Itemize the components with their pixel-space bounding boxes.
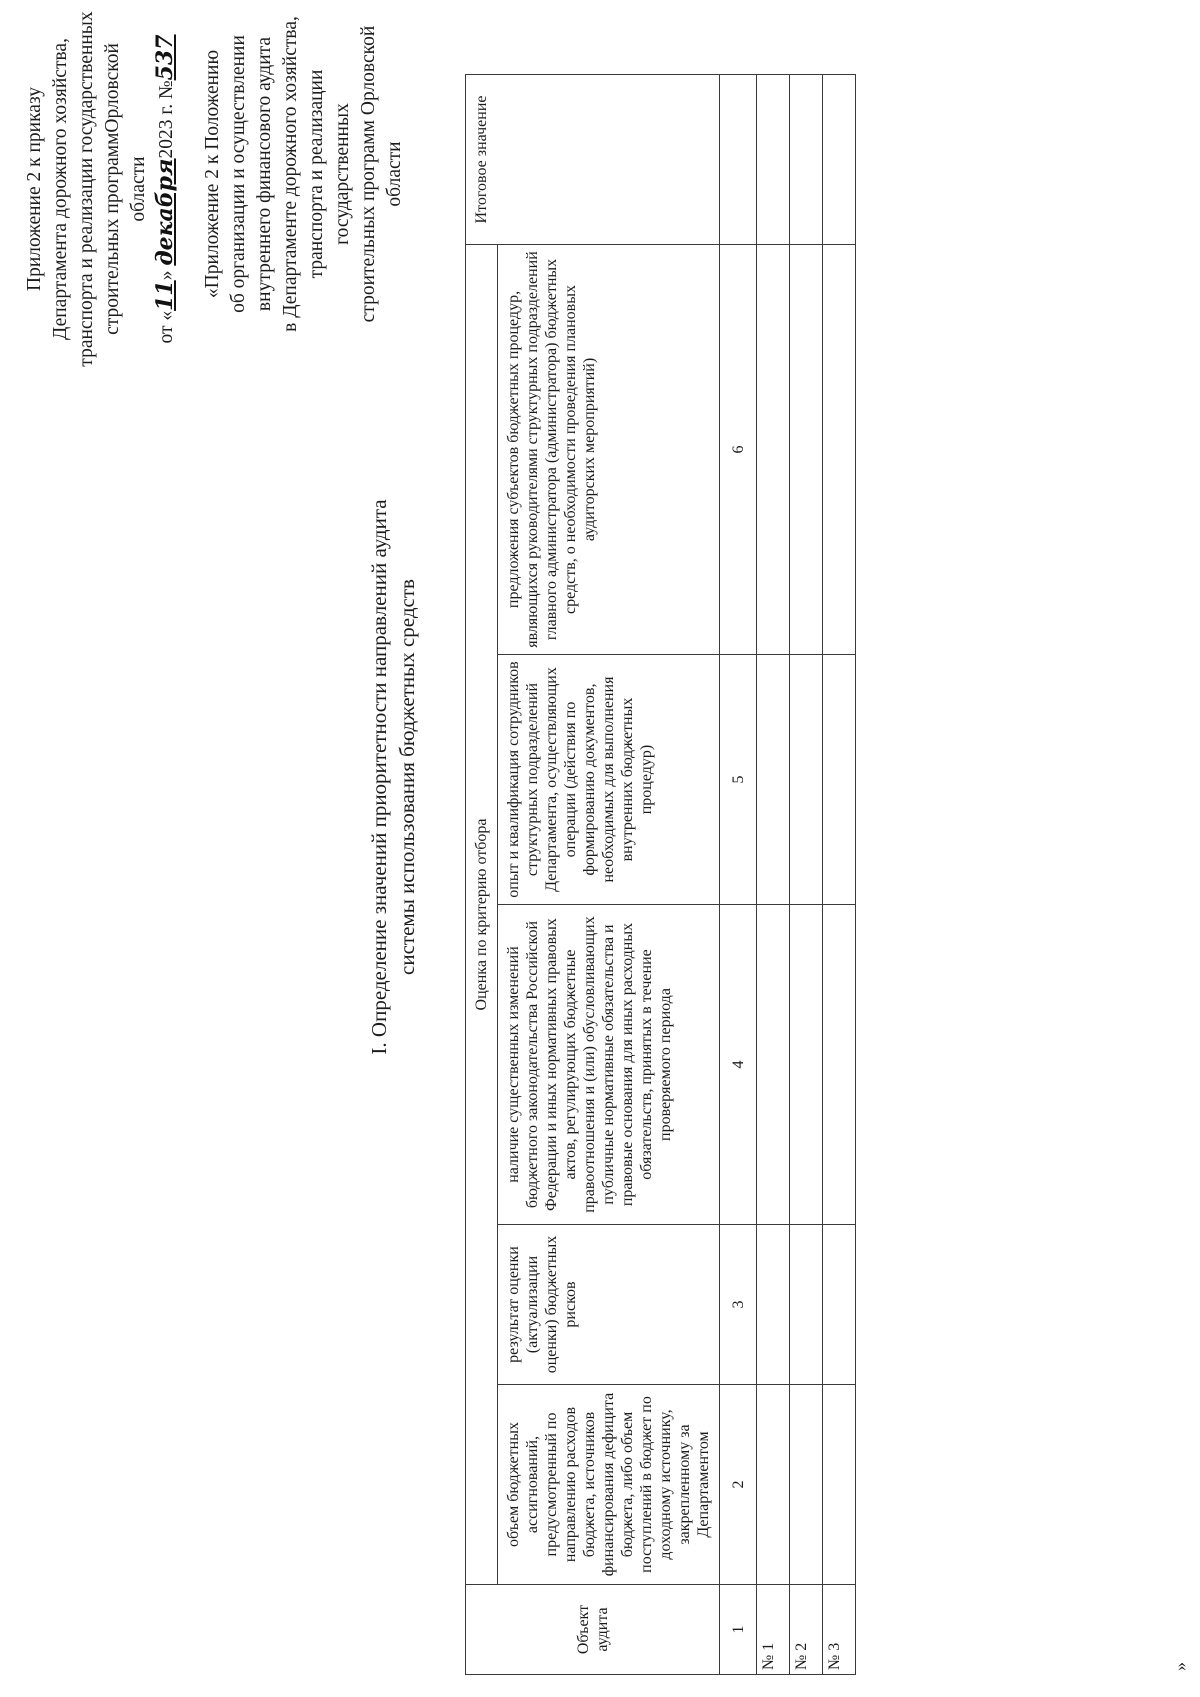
- criterion-header: предложения субъектов бюджетных процедур, являющихся руководителями структурных подразделений главного администратора (администратора) бюджетных средств, о необходимости проведения плановых аудиторских мероприятий): [498, 244, 720, 654]
- order-header-line: строительных программОрловской области: [102, 43, 149, 335]
- criterion-header: наличие существенных изменений бюджетного законодательства Российской Федерации и иных нормативных правовых актов, регулирующих бюджетные правоотношения и (или) обусловливающих публичные нормативные обязательства и правовые основания для иных расходных обязательств, принятых в течение проверяемого периода: [498, 905, 720, 1225]
- date-year: 2023 г. №: [156, 80, 177, 159]
- table-cell: [823, 244, 856, 654]
- handwritten-day: 11: [152, 280, 178, 311]
- section-title: [365, 397, 421, 1157]
- table-row: [757, 74, 790, 1674]
- regulation-header-line: строительных программ Орловской области: [358, 25, 405, 323]
- regulation-header-line: об организации и осуществлении: [228, 35, 249, 313]
- column-number: 5: [720, 655, 757, 905]
- table-cell: [757, 1385, 790, 1585]
- table-cell: [823, 1225, 856, 1385]
- priority-table: [465, 74, 856, 1675]
- object-column-header: Объект аудита: [466, 1585, 720, 1675]
- table-cell: [790, 905, 823, 1225]
- date-mid: »: [156, 270, 177, 281]
- regulation-header-line: в Департаменте дорожного хозяйства,: [280, 16, 301, 332]
- column-number: 3: [720, 1225, 757, 1385]
- table-cell: [823, 74, 856, 244]
- regulation-header-line: «Приложение 2 к Положению: [202, 49, 223, 299]
- table-cell: [790, 74, 823, 244]
- regulation-header-line: внутреннего финансового аудита: [254, 36, 275, 312]
- criterion-header: результат оценки (актуализации оценки) бюджетных рисков: [498, 1225, 720, 1385]
- table-row: [790, 74, 823, 1674]
- column-number-row: [720, 74, 757, 1674]
- column-number: 6: [720, 244, 757, 654]
- order-header-line: Департамента дорожного хозяйства,: [50, 38, 71, 340]
- column-number: 4: [720, 905, 757, 1225]
- table-row: [823, 74, 856, 1674]
- section-title-line: системы использования бюджетных средств: [395, 579, 419, 975]
- object-label: № 3: [823, 1585, 856, 1675]
- object-label: № 2: [790, 1585, 823, 1675]
- table-cell: [790, 244, 823, 654]
- table-cell: [823, 1385, 856, 1585]
- table-cell: [790, 655, 823, 905]
- column-number: [720, 74, 757, 244]
- table-cell: [790, 1385, 823, 1585]
- assessment-group-header: Оценка по критерию отбора: [466, 244, 498, 1584]
- order-header-line: Приложение 2 к приказу: [24, 87, 45, 292]
- order-appendix-header: [22, 9, 180, 369]
- table-cell: [757, 905, 790, 1225]
- criterion-header: опыт и квалификация сотрудников структурных подразделений Департамента, осуществляющих операции (действия по формированию документов, необходимых для выполнения внутренних бюджетных процедур): [498, 655, 720, 905]
- handwritten-order-number: 537: [152, 34, 178, 81]
- table-cell: [823, 655, 856, 905]
- handwritten-month: декабря: [152, 158, 178, 266]
- table-cell: [757, 74, 790, 244]
- criterion-header: объем бюджетных ассигнований, предусмотренный по направлению расходов бюджета, источников финансирования дефицита бюджета, либо объем поступлений в бюджет по доходному источнику, закрепленному за Департаментом: [498, 1385, 720, 1585]
- order-date-line: [152, 9, 180, 369]
- table-criteria-row: [498, 74, 720, 1674]
- column-number: 1: [720, 1585, 757, 1675]
- object-label: № 1: [757, 1585, 790, 1675]
- table-cell: [757, 1225, 790, 1385]
- regulation-appendix-header: [200, 9, 408, 339]
- table-header-row: [466, 74, 498, 1674]
- order-header-line: транспорта и реализации государственных: [76, 11, 97, 367]
- table-cell: [757, 655, 790, 905]
- table-cell: [823, 905, 856, 1225]
- section-title-line: I. Определение значений приоритетности направлений аудита: [367, 499, 391, 1055]
- column-number: 2: [720, 1385, 757, 1585]
- regulation-header-line: транспорта и реализации государственных: [306, 69, 353, 279]
- table-cell: [757, 244, 790, 654]
- table-cell: [790, 1225, 823, 1385]
- date-prefix: от «: [156, 310, 177, 344]
- total-column-header: Итоговое значение: [466, 74, 720, 244]
- closing-quote-mark: »: [1170, 1662, 1190, 1671]
